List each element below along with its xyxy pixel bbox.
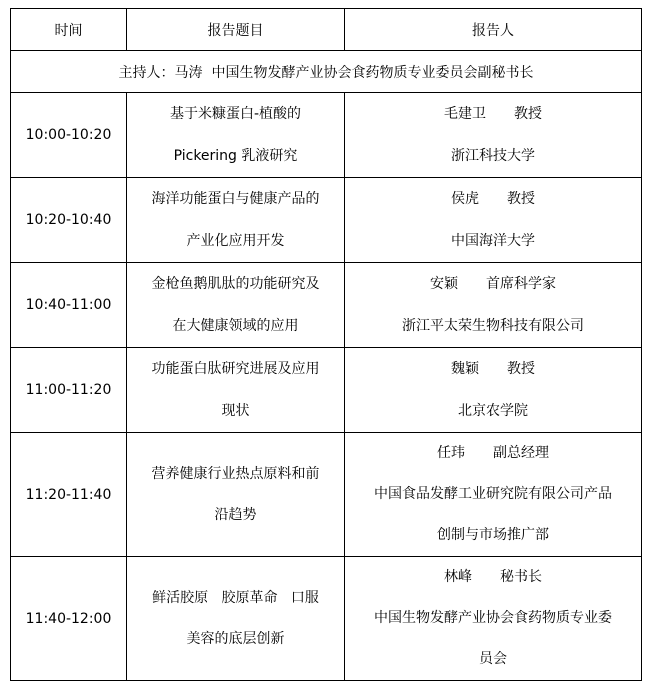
speaker-affiliation: 员会 <box>479 651 507 667</box>
session-title <box>127 557 345 681</box>
session-row <box>11 178 642 263</box>
session-speaker <box>345 557 642 681</box>
session-speaker <box>345 348 642 433</box>
speaker-role: 教授 <box>507 191 535 207</box>
session-row <box>11 348 642 433</box>
speaker-line <box>351 433 635 474</box>
speaker-name: 侯虎 <box>451 191 479 207</box>
session-row <box>11 557 642 681</box>
session-title <box>127 433 345 557</box>
speaker-line <box>351 348 635 390</box>
speaker-name: 林峰 <box>444 569 472 585</box>
session-speaker <box>345 93 642 178</box>
speaker-name: 安颖 <box>430 276 458 292</box>
session-speaker <box>345 263 642 348</box>
session-time: 10:20-10:40 <box>11 178 127 263</box>
speaker-line <box>351 263 635 305</box>
session-time: 11:00-11:20 <box>11 348 127 433</box>
speaker-affiliation: 中国海洋大学 <box>451 233 535 249</box>
session-time: 11:40-12:00 <box>11 557 127 681</box>
session-speaker <box>345 178 642 263</box>
session-title-line: Pickering 乳液研究 <box>173 148 298 164</box>
session-title-line: 海洋功能蛋白与健康产品的 <box>151 191 320 207</box>
speaker-affiliation: 创制与市场推广部 <box>437 527 549 543</box>
session-title <box>127 93 345 178</box>
speaker-role: 首席科学家 <box>486 276 556 292</box>
speaker-name: 毛建卫 <box>444 106 486 122</box>
speaker-line <box>351 93 635 135</box>
session-title-line: 现状 <box>221 403 250 419</box>
header-row <box>11 9 642 51</box>
session-speaker <box>345 433 642 557</box>
speaker-role: 教授 <box>507 361 535 377</box>
speaker-affiliation: 中国食品发酵工业研究院有限公司产品 <box>374 486 612 502</box>
session-title <box>127 263 345 348</box>
session-title-line: 在大健康领域的应用 <box>172 318 299 334</box>
session-row <box>11 93 642 178</box>
session-time: 10:00-10:20 <box>11 93 127 178</box>
host-row <box>11 51 642 93</box>
speaker-line <box>351 557 635 598</box>
session-title-line: 美容的底层创新 <box>186 630 285 647</box>
session-title <box>127 178 345 263</box>
session-time: 11:20-11:40 <box>11 433 127 557</box>
speaker-line <box>351 178 635 220</box>
speaker-role: 秘书长 <box>500 569 542 585</box>
speaker-affiliation: 中国生物发酵产业协会食药物质专业委 <box>374 610 612 626</box>
header-title: 报告题目 <box>127 9 345 51</box>
speaker-name: 魏颖 <box>451 361 479 377</box>
session-title-line: 金枪鱼鹅肌肽的功能研究及 <box>151 276 320 292</box>
speaker-affiliation: 浙江科技大学 <box>451 148 535 164</box>
session-time: 10:40-11:00 <box>11 263 127 348</box>
session-row <box>11 263 642 348</box>
session-title-line: 基于米糠蛋白-植酸的 <box>169 106 302 122</box>
speaker-name: 任玮 <box>437 445 465 461</box>
session-title-line: 功能蛋白肽研究进展及应用 <box>151 361 320 377</box>
schedule-table <box>10 8 642 681</box>
session-title-line: 产业化应用开发 <box>186 233 285 249</box>
header-speaker: 报告人 <box>345 9 642 51</box>
session-title <box>127 348 345 433</box>
speaker-role: 教授 <box>514 106 542 122</box>
header-time: 时间 <box>11 9 127 51</box>
session-row <box>11 433 642 557</box>
session-title-line: 营养健康行业热点原料和前 <box>151 465 320 482</box>
speaker-affiliation: 浙江平太荣生物科技有限公司 <box>402 318 584 334</box>
speaker-role: 副总经理 <box>493 445 549 461</box>
host-text: 主持人：马涛 中国生物发酵产业协会食药物质专业委员会副秘书长 <box>11 51 642 93</box>
session-title-line: 鲜活胶原 胶原革命 口服 <box>152 589 319 606</box>
session-title-line: 沿趋势 <box>214 506 257 523</box>
speaker-affiliation: 北京农学院 <box>458 403 528 419</box>
